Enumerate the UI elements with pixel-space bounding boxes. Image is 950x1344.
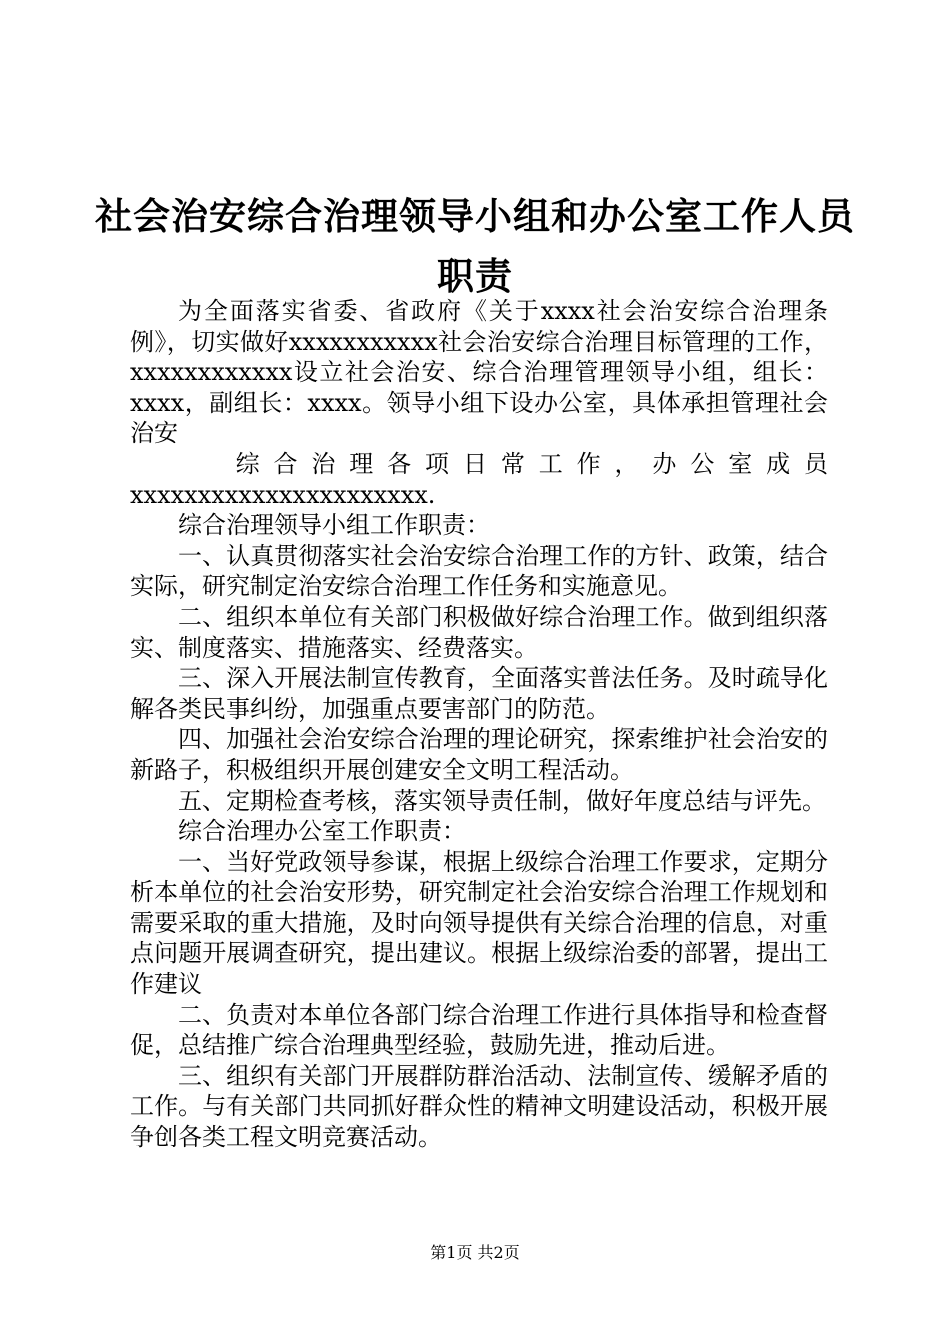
document-title-line-1: 社会治安综合治理领导小组和办公室工作人员: [95, 195, 855, 238]
document-title-line-2: 职责: [437, 255, 513, 298]
paragraph-members: xxxxxxxxxxxxxxxxxxxxxx.: [130, 480, 436, 509]
document-body: [130, 296, 828, 1153]
paragraph-intro-continued: 综 合 治 理 各 项 日 常 工 作 ， 办 公 室 成 员: [235, 449, 828, 478]
section-heading-office: 综合治理办公室工作职责：: [178, 817, 466, 846]
page-footer: 第1页 共2页: [430, 1243, 520, 1262]
section-heading-leading-group: 综合治理领导小组工作职责：: [178, 511, 490, 540]
list-item: 四、加强社会治安综合治理的理论研究，探索维护社会治安的新路子，积极组织开展创建安全文明工程活动。: [130, 725, 828, 784]
list-item: 二、负责对本单位各部门综合治理工作进行具体指导和检查督促，总结推广综合治理典型经验，鼓励先进，推动后进。: [130, 1000, 828, 1060]
list-item: 二、组织本单位有关部门积极做好综合治理工作。做到组织落实、制度落实、措施落实、经费落实。: [130, 602, 828, 662]
list-item: 三、组织有关部门开展群防群治活动、法制宣传、缓解矛盾的工作。与有关部门共同抓好群众性的精神文明建设活动，积极开展争创各类工程文明竞赛活动。: [130, 1061, 828, 1152]
list-item: 一、认真贯彻落实社会治安综合治理工作的方针、政策，结合实际，研究制定治安综合治理工作任务和实施意见。: [130, 541, 828, 601]
list-item: 一、当好党政领导参谋，根据上级综合治理工作要求，定期分析本单位的社会治安形势，研究制定社会治安综合治理工作规划和需要采取的重大措施，及时向领导提供有关综合治理的信息，对重点问题开展调查研究，提出建议。根据上级综治委的部署，提出工作建议: [130, 847, 828, 999]
list-item: 三、深入开展法制宣传教育，全面落实普法任务。及时疏导化解各类民事纠纷，加强重点要害部门的防范。: [130, 664, 828, 723]
paragraph-intro: 为全面落实省委、省政府《关于xxxx社会治安综合治理条例》，切实做好xxxxxxxxxxx社会治安综合治理目标管理的工作，xxxxxxxxxxxx设立社会治安、综合治理管理领导小组，组长：xxxx，副组长：xxxx。领导小组下设办公室，具体承担管理社会治安: [130, 297, 828, 448]
list-item: 五、定期检查考核，落实领导责任制，做好年度总结与评先。: [178, 786, 826, 815]
